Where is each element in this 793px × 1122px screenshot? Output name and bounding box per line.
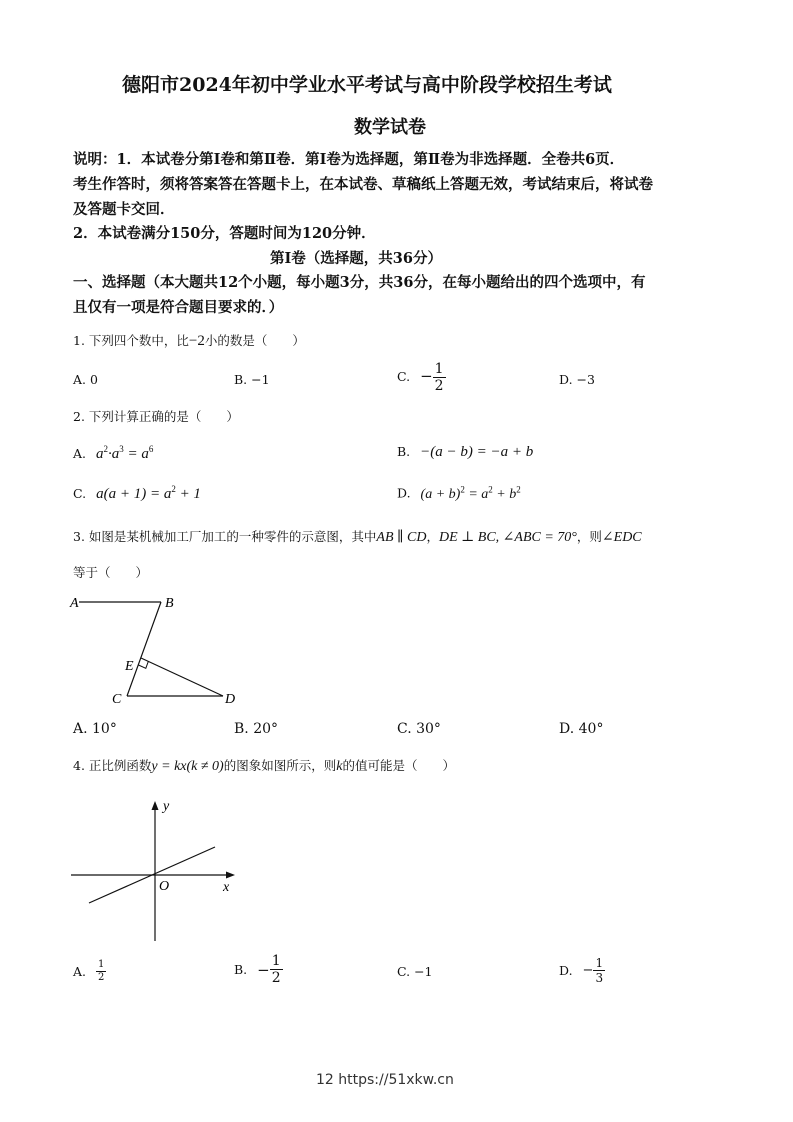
q3-option-a: A. 10° [73, 721, 117, 737]
question-4-stem: 4. 正比例函数y = kx(k ≠ 0)的图象如图所示，则k的值可能是（ ） [73, 758, 455, 774]
y-axis-arrow [152, 801, 159, 810]
q2-option-c: C. $a(a + 1) = a^2 + 1$ [73, 484, 201, 502]
label-b: B [165, 596, 174, 611]
label-a: A [70, 596, 79, 611]
instruction-line-2: 考生作答时，须将答案答在答题卡上，在本试卷、草稿纸上答题无效，考试结束后，将试卷 [73, 176, 653, 193]
q1-number: −2 [188, 333, 205, 349]
instruction-line-3: 及答题卡交回． [73, 201, 175, 218]
q4-option-c: C. −1 [397, 964, 433, 979]
exam-title: 德阳市2024年初中学业水平考试与高中阶段学校招生考试 [122, 74, 612, 96]
part1-heading: 第Ⅰ卷（选择题，共36分） [270, 250, 442, 267]
question-2-stem: 2. 下列计算正确的是（ ） [73, 409, 239, 424]
q3-option-c: C. 30° [397, 721, 441, 737]
question-3-stem-line-2: 等于（ ） [73, 565, 149, 580]
q1-option-d: D. −3 [559, 372, 595, 387]
q3-figure [65, 588, 255, 713]
y-axis-label: y [163, 799, 170, 814]
q1-option-b: B. −1 [234, 372, 270, 387]
q4-graph [65, 795, 245, 945]
label-e: E [125, 659, 134, 674]
label-c: C [112, 692, 122, 707]
q2-option-b: B. −(a − b) = −a + b [397, 444, 534, 460]
q4-option-d: D. − $\frac{1}{3}$ [559, 956, 604, 985]
q2-option-d: D. $(a + b)^2 = a^2 + b^2$ [397, 484, 521, 502]
exam-subtitle: 数学试卷 [354, 117, 426, 138]
q1-option-c: C. − $\frac{1}{2}$ [397, 361, 444, 394]
question-1-stem: 1. 下列四个数中，比−2小的数是（ ） [73, 333, 305, 349]
q4-option-a: A. $\frac{1}{2}$ [73, 959, 105, 983]
q1-option-a: A. 0 [73, 372, 98, 387]
q2-option-a: A. $a^2\cdot a^3 = a^6$ [73, 444, 154, 462]
instruction-line-1: 说明：1．本试卷分第Ⅰ卷和第Ⅱ卷．第Ⅰ卷为选择题，第Ⅱ卷为非选择题．全卷共6页． [73, 151, 625, 168]
q4-option-b: B. − $\frac{1}{2}$ [234, 953, 281, 986]
segment-ed [141, 658, 223, 696]
label-d: D [225, 692, 236, 707]
page-footer: 12 https://51xkw.cn [316, 1072, 454, 1088]
right-angle-mark [139, 661, 149, 668]
q3-option-d: D. 40° [559, 721, 604, 737]
question-3-stem: 3. 如图是某机械加工厂加工的一种零件的示意图，其中AB ∥ CD，DE ⊥ BC, ∠ABC = 70°，则∠EDC [73, 529, 642, 545]
instruction-line-4: 2．本试卷满分150分，答题时间为120分钟． [73, 225, 376, 242]
section-heading-line-1: 一、选择题（本大题共12个小题，每小题3分，共36分，在每小题给出的四个选项中，有 [73, 274, 646, 291]
section-heading-line-2: 且仅有一项是符合题目要求的．） [73, 299, 284, 316]
origin-label: O [159, 879, 170, 894]
x-axis-arrow [226, 872, 235, 879]
segment-bc [127, 602, 161, 696]
q3-option-b: B. 20° [234, 721, 279, 737]
x-axis-label: x [223, 880, 230, 895]
